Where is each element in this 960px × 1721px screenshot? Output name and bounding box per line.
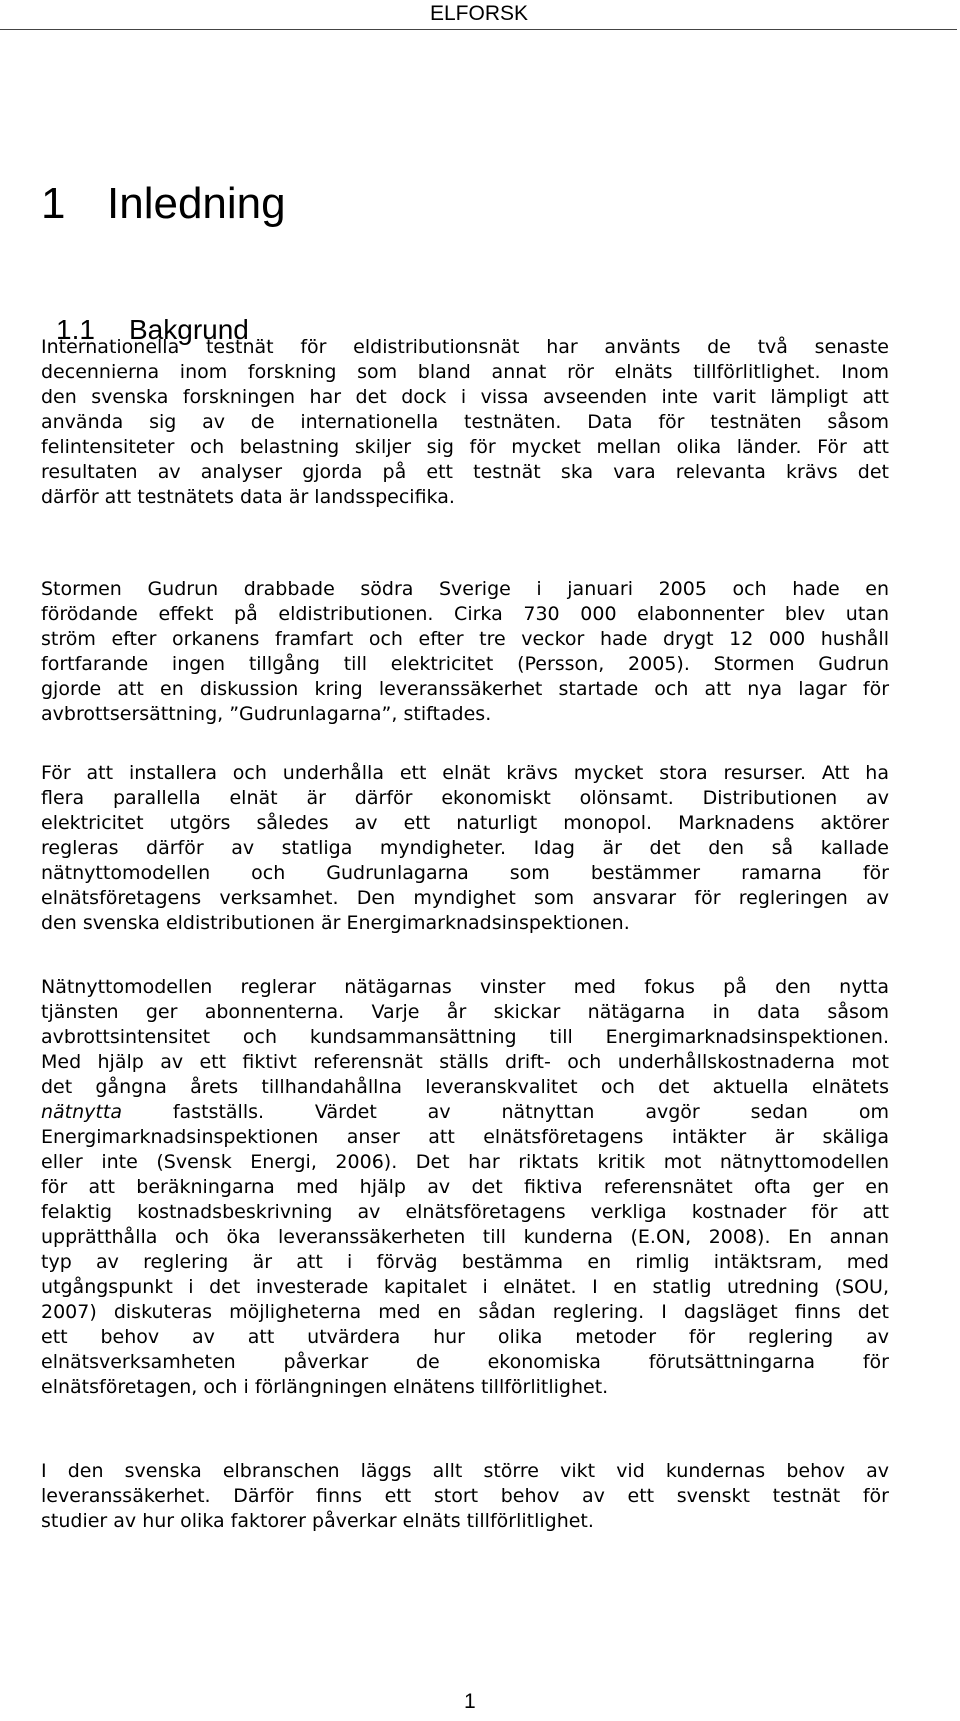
paragraph-5	[41, 1459, 889, 1534]
section-number: 1.1	[56, 314, 95, 345]
text-line: I den svenska elbranschen läggs allt större vikt vid kundernas behov av	[41, 1460, 889, 1482]
text-line: resultaten av analyser gjorda på ett testnät ska vara relevanta krävs det	[41, 461, 889, 483]
section-title: Bakgrund	[129, 314, 249, 345]
chapter-title: Inledning	[107, 179, 286, 228]
text-line: Stormen Gudrun drabbade södra Sverige i januari 2005 och hade en	[41, 578, 889, 600]
text-line: det gångna årets tillhandahållna leveranskvalitet och det aktuella elnätets	[41, 1076, 889, 1098]
text-line: eller inte (Svensk Energi, 2006). Det har riktats kritik mot nätnyttomodellen	[41, 1151, 889, 1173]
text-line: för att beräkningarna med hjälp av det fiktiva referensnätet ofta ger en	[41, 1176, 889, 1198]
emphasized-term: nätnytta	[41, 1101, 122, 1123]
text-line-with-italic: nätnytta fastställs. Värdet av nätnyttan avgör sedan om	[41, 1101, 889, 1123]
text-line: Nätnyttomodellen reglerar nätägarnas vinster med fokus på den nytta	[41, 976, 889, 998]
text-line: därför att testnätets data är landsspecifika.	[41, 486, 455, 508]
text-line: använda sig av de internationella testnäten. Data för testnäten såsom	[41, 411, 889, 433]
header-title: ELFORSK	[430, 2, 529, 25]
text-line: felaktig kostnadsbeskrivning av elnätsföretagens verkliga kostnader för att	[41, 1201, 889, 1223]
text-line: elnätsverksamheten påverkar de ekonomiska förutsättningarna för	[41, 1351, 889, 1373]
text-line: För att installera och underhålla ett elnät krävs mycket stora resurser. Att ha	[41, 762, 889, 784]
chapter-number: 1	[41, 179, 66, 228]
text-line: studier av hur olika faktorer påverkar elnäts tillförlitlighet.	[41, 1510, 594, 1532]
text-line: ett behov av att utvärdera hur olika metoder för reglering av	[41, 1326, 889, 1348]
text-line: elnätsföretagens verksamhet. Den myndighet som ansvarar för regleringen av	[41, 887, 889, 909]
paragraph-1	[41, 335, 889, 510]
page-header	[0, 0, 960, 30]
paragraph-4	[41, 975, 889, 1400]
text-line: leveranssäkerhet. Därför finns ett stort behov av ett svenskt testnät för	[41, 1485, 889, 1507]
text-line: nätnyttomodellen och Gudrunlagarna som bestämmer ramarna för	[41, 862, 889, 884]
text-line: typ av reglering är att i förväg bestämma en rimlig intäktsram, med	[41, 1251, 889, 1273]
text-line: utgångspunkt i det investerade kapitalet i elnätet. I en statlig utredning (SOU,	[41, 1276, 889, 1298]
text-line: fortfarande ingen tillgång till elektricitet (Persson, 2005). Stormen Gudrun	[41, 653, 889, 675]
text-line: elnätsföretagen, och i förlängningen elnätens tillförlitlighet.	[41, 1376, 609, 1398]
text-line: avbrottsersättning, ”Gudrunlagarna”, stiftades.	[41, 703, 492, 725]
text-line: regleras därför av statliga myndigheter. Idag är det den så kallade	[41, 837, 889, 859]
text-line: Internationella testnät för eldistributionsnät har använts de två senaste	[41, 336, 889, 358]
paragraph-2	[41, 577, 889, 727]
text-line: Med hjälp av ett fiktivt referensnät ställs drift- och underhållskostnaderna mot	[41, 1051, 889, 1073]
text-line: ström efter orkanens framfart och efter tre veckor hade drygt 12 000 hushåll	[41, 628, 889, 650]
text-line: decennierna inom forskning som bland annat rör elnäts tillförlitlighet. Inom	[41, 361, 889, 383]
text-line: gjorde att en diskussion kring leveranssäkerhet startade och att nya lagar för	[41, 678, 889, 700]
text-line: avbrottsintensitet och kundsammansättning till Energimarknadsinspektionen.	[41, 1026, 889, 1048]
chapter-heading	[41, 176, 286, 232]
text-line: 2007) diskuteras möjligheterna med en sådan reglering. I dagsläget finns det	[41, 1301, 889, 1323]
text-line: den svenska eldistributionen är Energimarknadsinspektionen.	[41, 912, 630, 934]
text-line: felintensiteter och belastning skiljer sig för mycket mellan olika länder. För att	[41, 436, 889, 458]
text-line: Energimarknadsinspektionen anser att elnätsföretagens intäkter är skäliga	[41, 1126, 889, 1148]
text-line: flera parallella elnät är därför ekonomiskt olönsamt. Distributionen av	[41, 787, 889, 809]
text-line: elektricitet utgörs således av ett naturligt monopol. Marknadens aktörer	[41, 812, 889, 834]
header-divider	[0, 29, 957, 30]
text-line: den svenska forskningen har det dock i vissa avseenden inte varit lämpligt att	[41, 386, 889, 408]
paragraph-3	[41, 761, 889, 936]
text-line: tjänsten ger abonnenterna. Varje år skickar nätägarna in data såsom	[41, 1001, 889, 1023]
page-number: 1	[464, 1690, 476, 1713]
text-line: upprätthålla och öka leveranssäkerheten till kunderna (E.ON, 2008). En annan	[41, 1226, 889, 1248]
text-line: förödande effekt på eldistributionen. Cirka 730 000 elabonnenter blev utan	[41, 603, 889, 625]
